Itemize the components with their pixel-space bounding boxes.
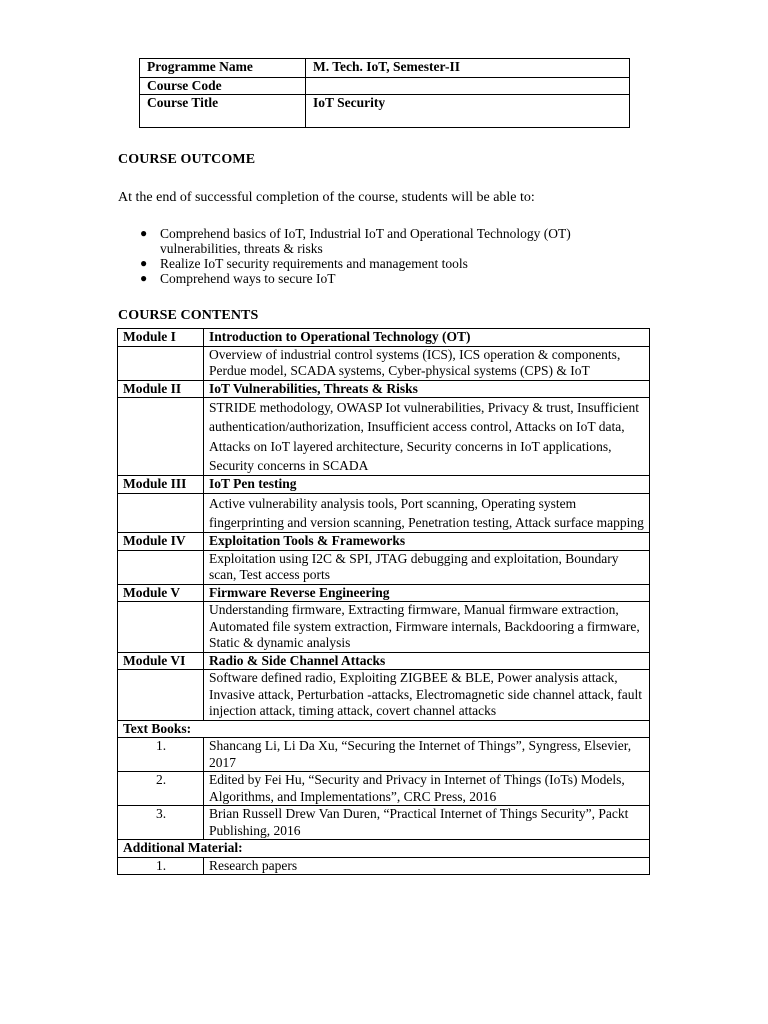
outcome-item: ● Comprehend ways to secure IoT xyxy=(140,271,336,286)
module-desc-row xyxy=(118,670,650,721)
course-contents-table xyxy=(117,328,650,875)
text-book-row xyxy=(118,738,650,772)
module-header-row xyxy=(118,380,650,398)
module-label: Module I xyxy=(118,329,204,347)
additional-material-heading: Additional Material: xyxy=(118,840,650,858)
module-label: Module II xyxy=(118,380,204,398)
outcome-item: ● Realize IoT security requirements and management tools xyxy=(140,256,468,271)
module-desc-row xyxy=(118,493,650,533)
info-value: M. Tech. IoT, Semester-II xyxy=(306,59,630,78)
info-row-course-title xyxy=(140,95,630,128)
module-desc-row xyxy=(118,602,650,653)
additional-material-number: 1. xyxy=(118,857,204,875)
module-description: Software defined radio, Exploiting ZIGBEE & BLE, Power analysis attack, Invasive attack, Perturbation -attacks, Electromagnetic side channel attack, fault injection attack, timing attack, covert channel attacks xyxy=(204,670,650,721)
module-label: Module V xyxy=(118,584,204,602)
info-value: IoT Security xyxy=(306,95,630,128)
text-book-number: 1. xyxy=(118,738,204,772)
module-description: Overview of industrial control systems (ICS), ICS operation & components, Perdue model, SCADA systems, Cyber-physical systems (CPS) & IoT xyxy=(204,346,650,380)
module-label: Module III xyxy=(118,476,204,494)
bullet-icon: ● xyxy=(140,271,148,285)
module-title: Exploitation Tools & Frameworks xyxy=(204,533,650,551)
course-outcome-intro: At the end of successful completion of the course, students will be able to: xyxy=(118,190,535,205)
additional-material-header-row xyxy=(118,840,650,858)
info-value xyxy=(306,78,630,95)
bullet-icon: ● xyxy=(140,256,148,270)
module-title: Radio & Side Channel Attacks xyxy=(204,652,650,670)
module-title: Firmware Reverse Engineering xyxy=(204,584,650,602)
outcome-item: ● Comprehend basics of IoT, Industrial IoT and Operational Technology (OT) vulnerabilities, threats & risks xyxy=(140,226,571,256)
text-books-header-row xyxy=(118,720,650,738)
info-row-programme xyxy=(140,59,630,78)
course-outcome-list xyxy=(138,226,608,286)
text-book-citation: Edited by Fei Hu, “Security and Privacy in Internet of Things (IoTs) Models, Algorithms, and Implementations”, CRC Press, 2016 xyxy=(204,772,650,806)
info-label: Programme Name xyxy=(140,59,306,78)
module-header-row xyxy=(118,652,650,670)
info-label: Course Title xyxy=(140,95,306,128)
module-title: IoT Vulnerabilities, Threats & Risks xyxy=(204,380,650,398)
additional-material-row xyxy=(118,857,650,875)
text-book-number: 2. xyxy=(118,772,204,806)
info-row-course-code xyxy=(140,78,630,95)
course-info-table xyxy=(139,58,630,128)
module-description: Exploitation using I2C & SPI, JTAG debugging and exploitation, Boundary scan, Test access ports xyxy=(204,550,650,584)
course-outcome-heading: COURSE OUTCOME xyxy=(118,152,256,167)
module-title: IoT Pen testing xyxy=(204,476,650,494)
module-label: Module VI xyxy=(118,652,204,670)
module-header-row xyxy=(118,476,650,494)
module-title: Introduction to Operational Technology (OT) xyxy=(204,329,650,347)
text-book-number: 3. xyxy=(118,806,204,840)
text-book-row xyxy=(118,772,650,806)
text-book-citation: Brian Russell Drew Van Duren, “Practical Internet of Things Security”, Packt Publishing, 2016 xyxy=(204,806,650,840)
module-header-row xyxy=(118,533,650,551)
additional-material-text: Research papers xyxy=(204,857,650,875)
module-desc-row xyxy=(118,550,650,584)
text-book-row xyxy=(118,806,650,840)
module-header-row xyxy=(118,584,650,602)
course-contents-heading: COURSE CONTENTS xyxy=(118,308,259,323)
module-desc-row xyxy=(118,398,650,476)
info-label: Course Code xyxy=(140,78,306,95)
module-description: Understanding firmware, Extracting firmware, Manual firmware extraction, Automated file system extraction, Firmware internals, Backdooring a firmware, Static & dynamic analysis xyxy=(204,602,650,653)
bullet-icon: ● xyxy=(140,226,148,240)
module-description: Active vulnerability analysis tools, Port scanning, Operating system fingerprinting and version scanning, Penetration testing, Attack surface mapping xyxy=(204,493,650,533)
module-header-row xyxy=(118,329,650,347)
text-books-heading: Text Books: xyxy=(118,720,650,738)
module-desc-row xyxy=(118,346,650,380)
module-description: STRIDE methodology, OWASP Iot vulnerabilities, Privacy & trust, Insufficient authentication/authorization, Insufficient access control, Attacks on IoT data, Attacks on IoT layered architecture, Security concerns in IoT applications, Security concerns in SCADA xyxy=(204,398,650,476)
text-book-citation: Shancang Li, Li Da Xu, “Securing the Internet of Things”, Syngress, Elsevier, 2017 xyxy=(204,738,650,772)
module-label: Module IV xyxy=(118,533,204,551)
